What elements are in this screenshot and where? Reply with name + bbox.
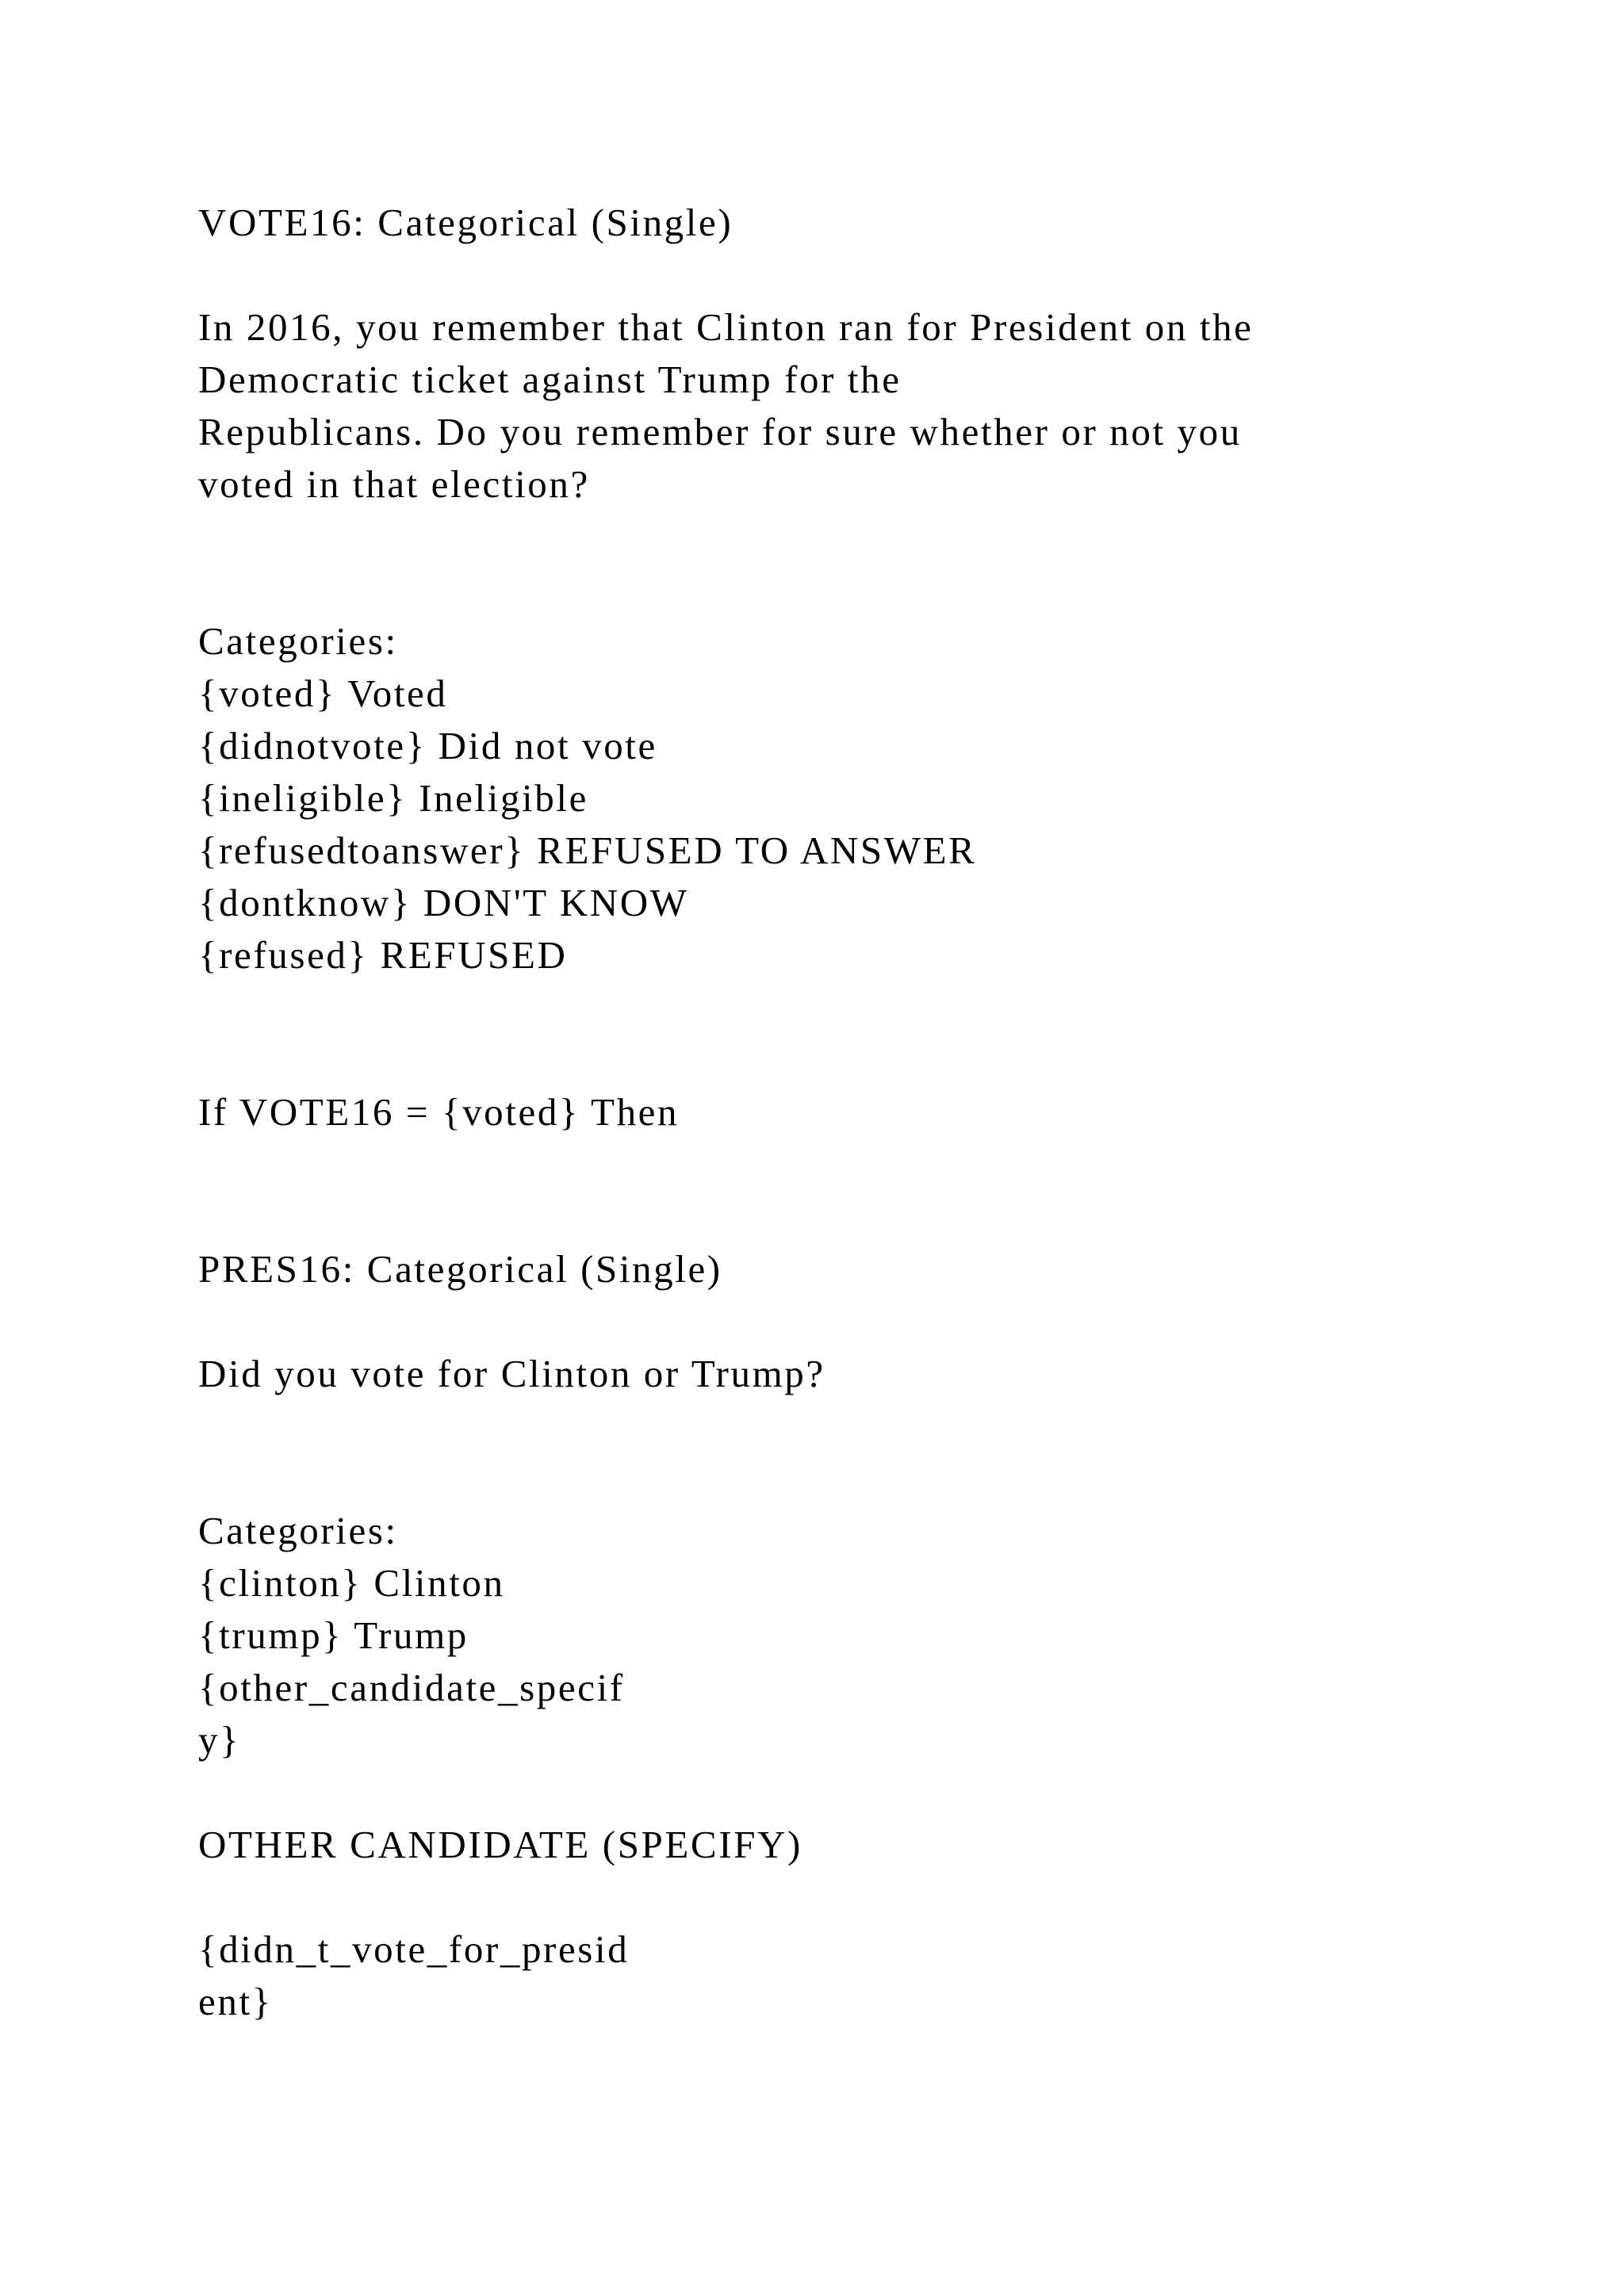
vote16-question-line-1: In 2016, you remember that Clinton ran for President on the: [198, 305, 1254, 349]
vote16-question-line-4: voted in that election?: [198, 462, 590, 506]
vote16-category-ineligible: {ineligible} Ineligible: [198, 776, 588, 820]
vote16-category-dontknow: {dontknow} DON'T KNOW: [198, 881, 689, 924]
vote16-question-line-3: Republicans. Do you remember for sure whether or not you: [198, 410, 1242, 453]
condition-line: If VOTE16 = {voted} Then: [198, 1090, 680, 1134]
vote16-category-refusedtoanswer: {refusedtoanswer} REFUSED TO ANSWER: [198, 828, 977, 872]
vote16-category-voted: {voted} Voted: [198, 672, 448, 715]
pres16-other-specify: OTHER CANDIDATE (SPECIFY): [198, 1823, 802, 1866]
pres16-question: Did you vote for Clinton or Trump?: [198, 1352, 825, 1395]
vote16-question-line-2: Democratic ticket against Trump for the: [198, 358, 902, 401]
pres16-category-other-line-1: {other_candidate_specif: [198, 1666, 625, 1709]
vote16-category-didnotvote: {didnotvote} Did not vote: [198, 724, 657, 767]
pres16-didnt-vote-line-2: ent}: [198, 1980, 273, 2023]
vote16-category-refused: {refused} REFUSED: [198, 933, 568, 977]
pres16-heading: PRES16: Categorical (Single): [198, 1247, 722, 1291]
vote16-categories-label: Categories:: [198, 619, 398, 663]
pres16-category-clinton: {clinton} Clinton: [198, 1561, 505, 1605]
pres16-didnt-vote-line-1: {didn_t_vote_for_presid: [198, 1927, 630, 1971]
pres16-category-trump: {trump} Trump: [198, 1613, 469, 1657]
pres16-categories-label: Categories:: [198, 1509, 398, 1552]
vote16-heading: VOTE16: Categorical (Single): [198, 201, 733, 244]
pres16-category-other-line-2: y}: [198, 1718, 241, 1762]
